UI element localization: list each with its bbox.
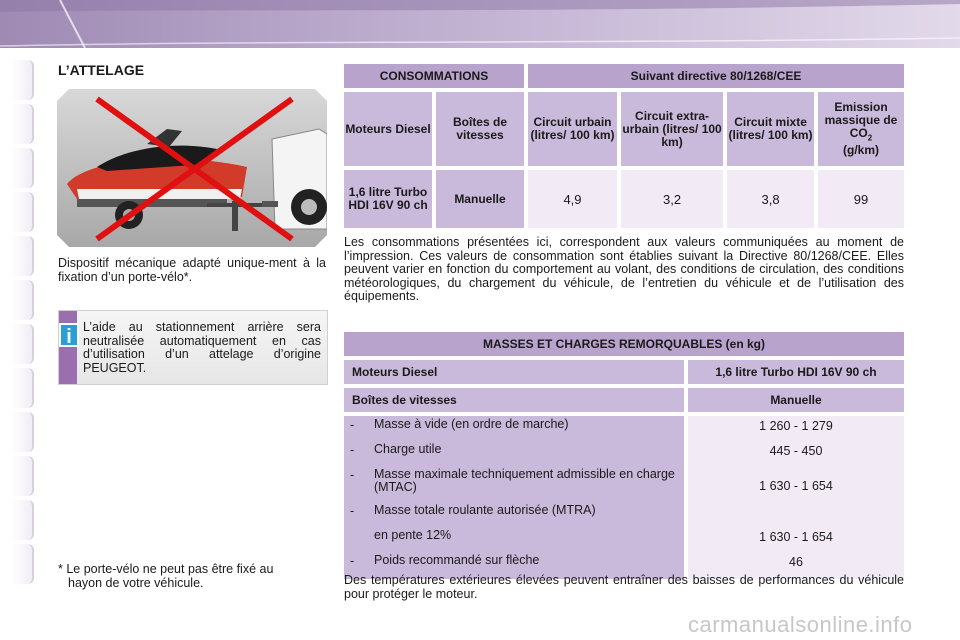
mass-value: 46 — [789, 555, 803, 569]
footnote-line-1: * Le porte-vélo ne peut pas être fixé au — [58, 562, 274, 576]
info-icon: i — [59, 323, 79, 347]
value-co2: 99 — [818, 170, 904, 228]
consumption-header-left: CONSOMMATIONS — [344, 64, 524, 88]
info-text: L’aide au stationnement arrière sera neutralisée automatiquement en cas d’utilisation d’un attelage d’origine PEUGEOT. — [83, 320, 321, 375]
chapter-tab[interactable] — [12, 544, 34, 584]
chapter-tab[interactable] — [12, 280, 34, 320]
masses-labels — [344, 416, 684, 579]
watermark: carmanualsonline.info — [688, 612, 913, 637]
col-gearbox: Boîtes de vitesses — [436, 92, 524, 166]
col-co2-unit: (g/km) — [843, 143, 879, 158]
value-extra-urban: 3,2 — [621, 170, 723, 228]
chapter-tab[interactable] — [12, 368, 34, 408]
chapter-tab[interactable] — [12, 60, 34, 100]
col-engine: Moteurs Diesel — [344, 92, 432, 166]
info-box — [58, 310, 328, 385]
chapter-tab[interactable] — [12, 456, 34, 496]
consumption-note: Les consommations présentées ici, correspondent aux valeurs communiquées au moment de l’impression. Ces valeurs de consommation sont établies suivant la Directive 80/1268/CEE. Elles peuvent varier en fonction du comportement au volant, des conditions de circulation, des conditions météorologiques, du chargement du véhicule, de l’entretien du véhicule et de l’utilisation des équipements. — [344, 235, 904, 303]
chapter-tab[interactable] — [12, 412, 34, 452]
consumption-table — [340, 60, 908, 232]
footnote — [58, 562, 326, 590]
masses-values — [688, 416, 904, 579]
mass-value: 1 260 - 1 279 — [759, 419, 833, 433]
chapter-tabs — [12, 60, 36, 580]
row-engine: 1,6 litre Turbo HDI 16V 90 ch — [344, 170, 432, 228]
col-co2-sub: 2 — [867, 133, 873, 143]
list-item: - Masse maximale techniquement admissible en charge (MTAC) — [350, 467, 675, 494]
value-mixed: 3,8 — [727, 170, 814, 228]
header-band — [0, 0, 960, 48]
temperature-note: Des températures extérieures élevées peuvent entraîner des baisses de performances du véhicule pour protéger le moteur. — [344, 573, 904, 601]
col-extra-urban: Circuit extra-urbain (litres/ 100 km) — [621, 92, 723, 166]
towbar-jetski-illustration — [57, 89, 327, 247]
value-urban: 4,9 — [528, 170, 617, 228]
chapter-tab[interactable] — [12, 236, 34, 276]
mass-value: 445 - 450 — [769, 444, 823, 458]
mass-value: 1 630 - 1 654 — [759, 479, 833, 493]
section-title: L’ATTELAGE — [58, 62, 145, 78]
list-item: - Masse totale roulante autorisée (MTRA) — [350, 503, 596, 518]
mass-value: 1 630 - 1 654 — [759, 530, 833, 544]
towbar-description: Dispositif mécanique adapté unique-ment à la fixation d’un porte-vélo*. — [58, 256, 326, 284]
col-mixed: Circuit mixte (litres/ 100 km) — [727, 92, 814, 166]
masses-engine-value: 1,6 litre Turbo HDI 16V 90 ch — [688, 360, 904, 384]
header-wave-decoration — [0, 0, 960, 48]
col-urban: Circuit urbain (litres/ 100 km) — [528, 92, 617, 166]
masses-gearbox-label: Boîtes de vitesses — [344, 388, 684, 412]
chapter-tab[interactable] — [12, 192, 34, 232]
footnote-line-2: hayon de votre véhicule. — [68, 576, 204, 590]
row-gearbox: Manuelle — [436, 170, 524, 228]
chapter-tab[interactable] — [12, 324, 34, 364]
chapter-tab[interactable] — [12, 104, 34, 144]
masses-gearbox-value: Manuelle — [688, 388, 904, 412]
col-co2 — [818, 92, 904, 166]
list-item: - Poids recommandé sur flèche — [350, 553, 540, 568]
masses-table — [340, 328, 908, 583]
masses-engine-label: Moteurs Diesel — [344, 360, 684, 384]
masses-header: MASSES ET CHARGES REMORQUABLES (en kg) — [344, 332, 904, 356]
chapter-tab[interactable] — [12, 500, 34, 540]
mass-value — [688, 504, 904, 529]
consumption-header-right: Suivant directive 80/1268/CEE — [528, 64, 904, 88]
col-co2-label: Emission massique de CO — [824, 99, 898, 140]
chapter-tab[interactable] — [12, 148, 34, 188]
list-item: - Charge utile — [350, 442, 442, 457]
list-item: en pente 12% — [374, 528, 452, 542]
list-item: - Masse à vide (en ordre de marche) — [350, 417, 569, 432]
